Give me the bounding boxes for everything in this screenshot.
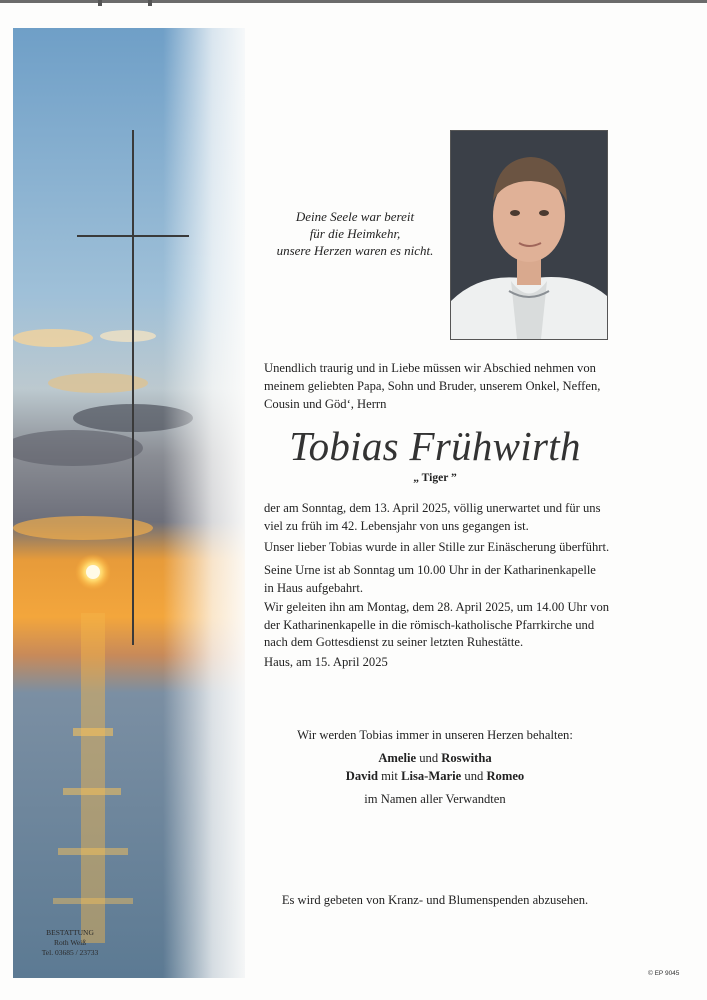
poem-line: unsere Herzen waren es nicht.: [276, 243, 434, 258]
ceremony-paragraph: [264, 599, 614, 652]
footer-code: © EP 9045: [648, 970, 680, 977]
intro-line: Cousin und Göd‘, Herrn: [264, 397, 387, 411]
mourner-name: Lisa-Marie: [401, 769, 462, 783]
donation-note: Es wird gebeten von Kranz- und Blumenspenden abzusehen.: [281, 893, 589, 907]
death-paragraph: [264, 500, 614, 535]
undertaker-line: BESTATTUNG: [46, 928, 94, 937]
deceased-nickname: „ Tiger ”: [413, 472, 457, 484]
mourner-name: Romeo: [486, 769, 525, 783]
image-fade-overlay: [163, 28, 245, 978]
urn-paragraph: [264, 562, 614, 597]
para-line: Seine Urne ist ab Sonntag um 10.00 Uhr in der Katharinenkapelle: [264, 563, 596, 577]
undertaker-line: Roth Weiß: [54, 938, 86, 947]
conjunction: mit: [381, 769, 398, 783]
place-date: Haus, am 15. April 2025: [264, 655, 388, 669]
sunset-sea-image: [13, 28, 245, 978]
mourners-row-2: [260, 769, 610, 784]
para-line: Unser lieber Tobias wurde in aller Stille zur Einäscherung überführt.: [264, 540, 610, 554]
memorial-poem: [255, 208, 455, 259]
conjunction: und: [419, 751, 439, 765]
mourner-name: Roswitha: [441, 751, 492, 765]
portrait-svg: [451, 131, 607, 339]
mourner-name: Amelie: [378, 751, 417, 765]
poem-line: Deine Seele war bereit: [295, 209, 415, 224]
remember-line: Wir werden Tobias immer in unseren Herzen behalten:: [297, 728, 573, 742]
poem-line: für die Heimkehr,: [309, 226, 401, 241]
para-line: der Katharinenkapelle in die römisch-katholische Pfarrkirche und: [264, 617, 595, 632]
deceased-name: Tobias Frühwirth: [289, 423, 581, 469]
intro-text: [264, 359, 614, 413]
para-line: Wir geleiten ihn am Montag, dem 28. April 2025, um 14.00 Uhr von: [264, 600, 610, 614]
para-line: der am Sonntag, dem 13. April 2025, völlig unerwartet und für uns: [264, 501, 601, 515]
portrait-photo: [450, 130, 608, 340]
top-border-line: [0, 0, 707, 3]
cremation-paragraph: [264, 539, 614, 557]
cross-icon-horizontal: [77, 235, 189, 237]
para-line: in Haus aufgebahrt.: [264, 580, 363, 595]
mourners-row-1: [260, 751, 610, 766]
cross-icon-vertical: [132, 130, 134, 645]
intro-line: meinem geliebten Papa, Sohn und Bruder, unserem Onkel, Neffen,: [264, 379, 601, 393]
conjunction: und: [464, 769, 484, 783]
intro-line: Unendlich traurig und in Liebe müssen wir Abschied nehmen von: [264, 361, 596, 375]
mourner-name: David: [345, 769, 378, 783]
undertaker-stamp: [30, 928, 110, 958]
relatives-line: im Namen aller Verwandten: [364, 792, 506, 806]
scan-mark: [148, 0, 152, 6]
undertaker-line: Tel. 03685 / 23733: [41, 948, 99, 957]
scan-mark: [98, 0, 102, 6]
para-line: nach dem Gottesdienst zu seiner letzten Ruhestätte.: [264, 635, 524, 649]
para-line: viel zu früh im 42. Lebensjahr von uns gegangen ist.: [264, 518, 529, 533]
